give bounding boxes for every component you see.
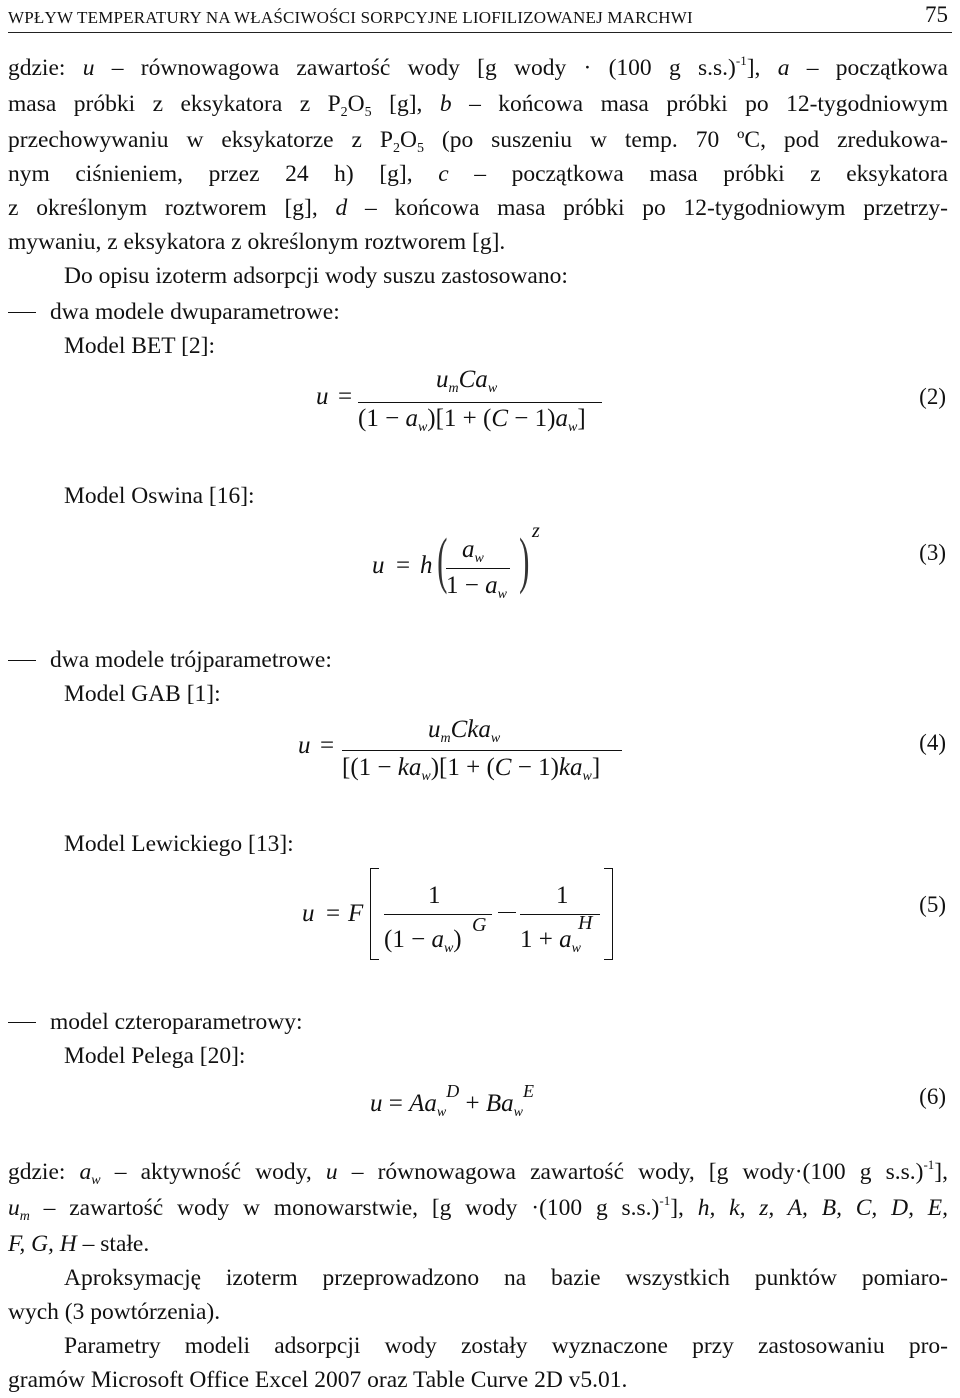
eq-number-6: (6) — [919, 1084, 946, 1109]
legend-line1: gdzie: $a_w$ – aktywność wody, u – równowagowa zawartość wody, [g wody·(100 g s.s.)$^{-1}$], — [8, 1157, 948, 1188]
running-header — [8, 2, 952, 33]
para1-line1: gdzie: u – równowagowa zawartość wody [g wody · (100 g s.s.)$^{-1}$], a – początkowa — [8, 53, 948, 81]
list-dash — [8, 312, 36, 313]
intro-text: Do opisu izoterm adsorpcji wody suszu zastosowano: — [64, 263, 568, 289]
eq-number-3: (3) — [919, 540, 946, 565]
eq-number-2: (2) — [919, 384, 946, 409]
list-dash — [8, 1022, 36, 1023]
para1-line6: mywaniu, z eksykatora z określonym roztworem [g]. — [8, 229, 506, 255]
eq-number-4: (4) — [919, 730, 946, 755]
model-lewicki-label: Model Lewickiego [13]: — [64, 831, 294, 857]
group3-label: model czteroparametrowy: — [50, 1009, 303, 1035]
model-gab-label: Model GAB [1]: — [64, 681, 221, 707]
para3-line2: gramów Microsoft Office Excel 2007 oraz Table Curve 2D v5.01. — [8, 1367, 628, 1393]
legend-line2: $u_m$ – zawartość wody w monowarstwie, [g wody ·(100 g s.s.)$^{-1}$], h, k, z, A, B, C, D, E, — [8, 1193, 948, 1224]
para2-line2: wych (3 powtórzenia). — [8, 1299, 221, 1325]
para2-line1: Aproksymację izoterm przeprowadzono na bazie wszystkich punktów pomiaro- — [64, 1265, 948, 1291]
legend-line3: F, G, H – stałe. — [8, 1231, 150, 1257]
model-oswin-label: Model Oswina [16]: — [64, 483, 255, 509]
para1-line3: przechowywaniu w eksykatorze z $P_2O_5$ (po suszeniu w temp. 70 ºC, pod zredukowa- — [8, 127, 948, 156]
para1-line5: z określonym roztworem [g], d – końcowa masa próbki po 12-tygodniowym przetrzy- — [8, 195, 948, 221]
list-dash — [8, 660, 36, 661]
para1-line4: nym ciśnieniem, przez 24 h) [g], c – początkowa masa próbki z eksykatora — [8, 161, 948, 187]
eq-number-5: (5) — [919, 892, 946, 917]
para3-line1: Parametry modeli adsorpcji wody zostały wyznaczone przy zastosowaniu pro- — [64, 1333, 948, 1359]
running-title: WPŁYW TEMPERATURY NA WŁAŚCIWOŚCI SORPCYJNE LIOFILIZOWANEJ MARCHWI — [8, 8, 693, 27]
page-number: 75 — [925, 2, 948, 27]
model-peleg-label: Model Pelega [20]: — [64, 1043, 246, 1069]
document-page: WPŁYW TEMPERATURY NA WŁAŚCIWOŚCI SORPCYJNE LIOFILIZOWANEJ MARCHWI 75 gdzie: u – równowagowa zawartość wody [g wody · (100 g s.s.)$^{-1}$], a – początkowa masa próbki z eksykatora z $P_2O_5$ [g], b – końcowa masa próbki po 12-tygodniowym przechowywaniu w eksykatorze z $P_2O_5$ (po suszeniu w temp. 70 ºC, pod zredukowa- nym ciśnieniem, przez 24 h) [g], c – początkowa masa próbki z eksykatora z określonym roztworem [g], d – końcowa masa próbki po 12-tygodniowym przetrzy- mywaniu, z eksykatora z określonym roztworem [g]. Do opisu izoterm adsorpcji wody suszu zastosowano: dwa modele dwuparametrowe: Model BET [2]: u = $u_mCa_w$ $(1 - a_w)[1 + (C - 1)a_w]$ (2) Model Oswina [16]: u = h ( $a_w$ $1 - a_w$ ) z (3) dwa modele trójparametrowe: Model GAB [1]: u = $u_mCka_w$ [$(1 - ka_w)[1 + (C - 1)ka_w]$ (4) Model Lewickiego [13]: u = F 1 $(1 - a_w)$ G 1 $1 + a_w$ H (5) model czteroparametrowy: Model Pelega [20]: $u = Aa_w^D + Ba_w^E$ (6) gdzie: $a_w$ – aktywność wody, u – równowagowa zawartość wody, [g wody·(100 g s.s.)$^{-1}$], $u_m$ – zawartość wody w monowarstwie, [g wody ·(100 g s.s.)$^{-1}$], h, k, z, A, B, C, D, E, F, G, H – stałe. Aproksymację izoterm przeprowadzono na bazie wszystkich punktów pomiaro- wych (3 powtórzenia). Parametry modeli adsorpcji wody zostały wyznaczone przy zastosowaniu pro- gramów Microsoft Office Excel 2007 oraz Table Curve 2D v5.01. — [0, 0, 960, 1398]
group2-label: dwa modele trójparametrowe: — [50, 647, 332, 673]
model-bet-label: Model BET [2]: — [64, 333, 215, 359]
group1-label: dwa modele dwuparametrowe: — [50, 299, 340, 325]
para1-line2: masa próbki z eksykatora z $P_2O_5$ [g], b – końcowa masa próbki po 12-tygodniowym — [8, 91, 948, 120]
